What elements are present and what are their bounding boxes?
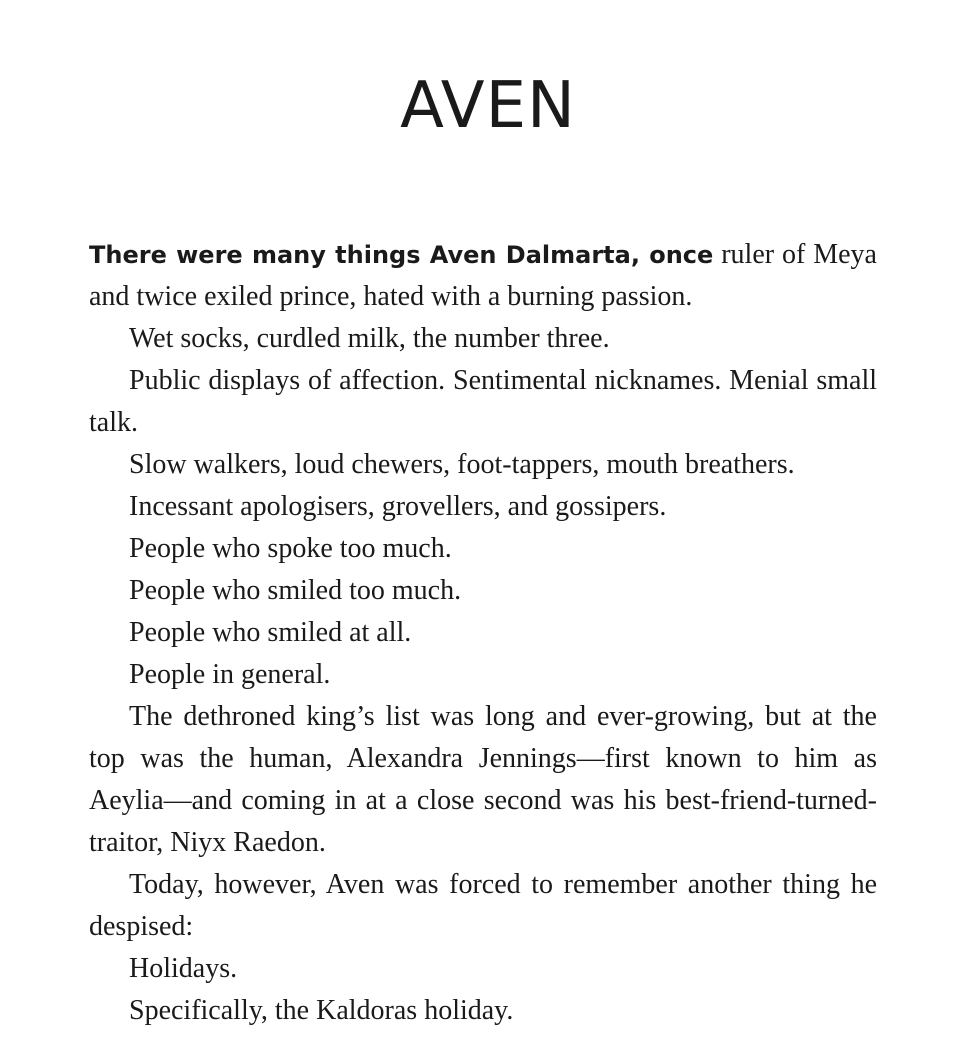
- opening-paragraph: [89, 234, 877, 318]
- paragraph: People who smiled too much.: [129, 575, 462, 606]
- paragraph: Public displays of affection. Sentimental nicknames. Menial small talk.: [89, 365, 877, 438]
- paragraph: Incessant apologisers, grovellers, and gossipers.: [129, 491, 667, 522]
- lead-in-text: There were many things Aven Dalmarta, once: [89, 241, 714, 269]
- paragraph: The dethroned king’s list was long and ever-growing, but at the top was the human, Alexandra Jennings—first known to him as Aeylia—and coming in at a close second was his best-friend-turned-traitor, Niyx Raedon.: [89, 701, 877, 858]
- paragraph: People in general.: [129, 659, 331, 690]
- paragraph: Wet socks, curdled milk, the number three.: [129, 323, 610, 354]
- paragraph: Slow walkers, loud chewers, foot-tappers, mouth breathers.: [129, 449, 795, 480]
- chapter-title: AVEN: [400, 69, 576, 143]
- opening-text: ruler of Meya and twice exiled prince, hated with a burning passion.: [89, 239, 877, 312]
- chapter-body: [89, 234, 877, 1032]
- paragraph: Today, however, Aven was forced to remember another thing he despised:: [89, 869, 877, 942]
- paragraph: Holidays.: [129, 953, 238, 984]
- paragraph: Specifically, the Kaldoras holiday.: [129, 995, 514, 1026]
- paragraph: People who spoke too much.: [129, 533, 452, 564]
- paragraph: People who smiled at all.: [129, 617, 412, 648]
